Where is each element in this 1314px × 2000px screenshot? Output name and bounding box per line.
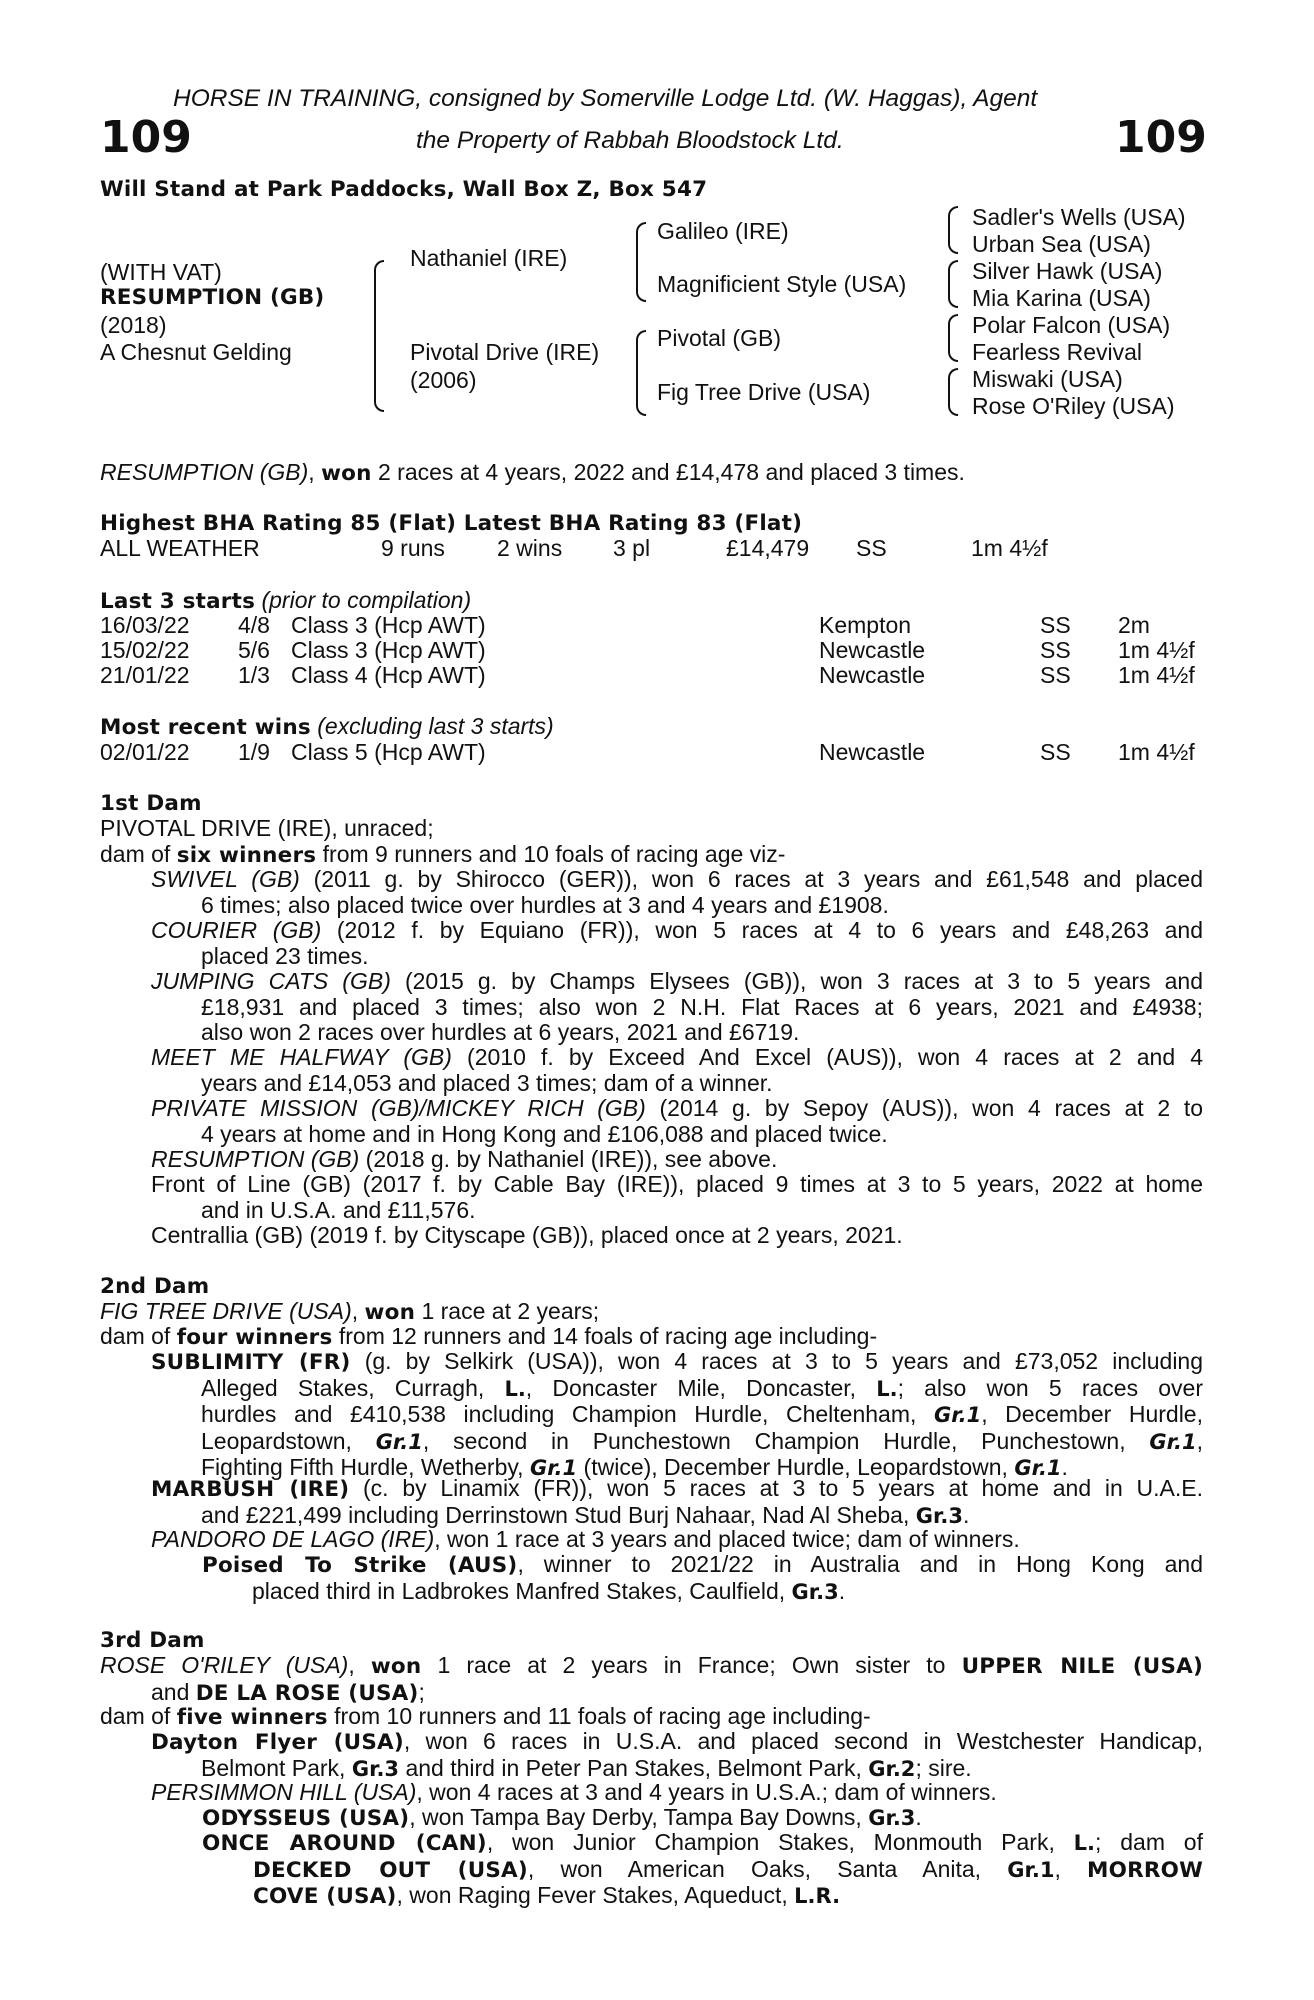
g-brace-1 — [948, 206, 958, 254]
produce-name: MEET ME HALFWAY (GB) — [151, 1044, 452, 1070]
summary-won: won — [321, 461, 372, 486]
text: Alleged Stakes, Curragh, — [201, 1374, 485, 1401]
g-brace-2 — [948, 260, 958, 308]
win-class: Class 5 (Hcp AWT) — [291, 739, 486, 765]
winners-count: six winners — [176, 843, 317, 868]
first-dam-heading: 1st Dam — [100, 791, 202, 816]
text: from 10 runners and 11 foals of racing age including- — [334, 1703, 871, 1729]
start-going: SS — [1040, 662, 1071, 688]
produce-entry — [202, 1552, 1203, 1605]
text: , won 1 race at 3 years and placed twice; dam of winners. — [434, 1526, 1020, 1552]
grade: L.R. — [794, 1884, 841, 1909]
grade: Gr.1 — [1007, 1857, 1055, 1882]
grade: L. — [1073, 1831, 1096, 1855]
start-going: SS — [1040, 637, 1071, 663]
consignor-line: HORSE IN TRAINING, consigned by Somerville Lodge Ltd. (W. Haggas), Agent — [173, 85, 1038, 112]
grade: Gr.3 — [915, 1503, 963, 1528]
text: , won Junior Champion Stakes, Monmouth Park, — [486, 1829, 1055, 1855]
gen3-2: Urban Sea (USA) — [972, 231, 1151, 257]
rating-heading: Highest BHA Rating 85 (Flat) Latest BHA Rating 83 (Flat) — [100, 511, 803, 536]
text: from 9 runners and 10 foals of racing age viz- — [322, 841, 786, 867]
rating-distance: 1m 4½f — [971, 535, 1048, 561]
sire-sire: Galileo (IRE) — [657, 218, 789, 244]
text: Front of Line (GB) (2017 f. by Cable Bay (IRE)), placed 9 times at 3 to 5 years, 2022 at home — [151, 1171, 1203, 1197]
summary-horse: RESUMPTION (GB) — [100, 459, 309, 485]
text: years and £14,053 and placed 3 times; dam of a winner. — [201, 1069, 773, 1096]
lot-number-left: 109 — [100, 112, 192, 163]
gen3-8: Rose O'Riley (USA) — [972, 393, 1175, 419]
rating-surface: ALL WEATHER — [100, 535, 260, 561]
text: 6 times; also placed twice over hurdles at 3 and 4 years and £1908. — [201, 891, 889, 918]
win-dist: 1m 4½f — [1118, 739, 1195, 765]
produce-name: Poised To Strike (AUS) — [202, 1553, 518, 1578]
last-starts-title: Last 3 starts — [100, 589, 256, 614]
text: Leopardstown, — [201, 1427, 352, 1454]
produce-entry — [151, 1349, 1203, 1482]
start-pos: 5/6 — [238, 637, 270, 663]
g-brace-4 — [948, 368, 958, 416]
recent-wins-heading — [100, 714, 554, 741]
produce-entry — [151, 1223, 1203, 1249]
g-brace-3 — [948, 314, 958, 362]
produce-name: RESUMPTION (GB) — [151, 1146, 360, 1172]
text: Belmont Park, — [201, 1754, 346, 1781]
text: from 12 runners and 14 foals of racing age including- — [338, 1323, 878, 1349]
sire: Nathaniel (IRE) — [410, 245, 568, 271]
start-dist: 1m 4½f — [1118, 637, 1195, 663]
text: , — [1196, 1427, 1204, 1454]
text: dam of — [100, 841, 171, 867]
text: ; — [418, 1678, 425, 1705]
text: , winner to 2021/22 in Australia and in Hong Kong and — [517, 1551, 1203, 1577]
win-course: Newcastle — [819, 739, 926, 765]
text: , — [351, 1298, 359, 1324]
produce-entry — [202, 1830, 1203, 1910]
text: ; also won 5 races over — [897, 1374, 1203, 1401]
grade: L. — [504, 1376, 526, 1401]
vat-label: (WITH VAT) — [100, 259, 222, 285]
grade: Gr.2 — [868, 1756, 916, 1781]
produce-name: ONCE AROUND (CAN) — [202, 1831, 487, 1856]
start-course: Newcastle — [819, 662, 926, 688]
rating-wins: 2 wins — [497, 535, 563, 561]
produce-entry — [151, 969, 1203, 1046]
gen3-3: Silver Hawk (USA) — [972, 258, 1163, 284]
text: . — [962, 1501, 970, 1528]
grade: Gr.1 — [1149, 1429, 1197, 1454]
text: 1 race at 2 years; — [421, 1298, 600, 1324]
sire-brace — [636, 222, 646, 302]
text: , second in Punchestown Champion Hurdle, Punchestown, — [422, 1427, 1126, 1454]
third-dam-line — [100, 1653, 1203, 1706]
horse-year: (2018) — [100, 312, 167, 338]
text: , — [1054, 1855, 1061, 1882]
text: , won Tampa Bay Derby, Tampa Bay Downs, — [409, 1804, 862, 1830]
rating-going: SS — [856, 535, 887, 561]
text: also won 2 races over hurdles at 6 years, 2021 and £6719. — [201, 1019, 800, 1046]
dam-dam: Fig Tree Drive (USA) — [657, 379, 871, 405]
text: Fighting Fifth Hurdle, Wetherby, — [201, 1454, 524, 1481]
stand-location: Will Stand at Park Paddocks, Wall Box Z, Box 547 — [100, 177, 708, 202]
text: (2011 g. by Shirocco (GER)), won 6 races at 3 years and £61,548 and placed — [313, 866, 1204, 892]
text: (2014 g. by Sepoy (AUS)), won 4 races at 2 to — [659, 1095, 1204, 1121]
dam-name: FIG TREE DRIVE (USA) — [100, 1298, 352, 1324]
text: (twice), December Hurdle, Leopardstown, — [583, 1454, 1008, 1481]
produce-entry — [151, 1172, 1203, 1223]
text: (2015 g. by Champs Elysees (GB)), won 3 races at 3 to 5 years and — [404, 968, 1204, 994]
grade: Gr.3 — [791, 1579, 839, 1604]
text: . — [915, 1804, 922, 1830]
grade: Gr.1 — [375, 1429, 423, 1454]
text: placed third in Ladbrokes Manfred Stakes, Caulfield, — [252, 1577, 786, 1604]
text: 4 years at home and in Hong Kong and £106,088 and placed twice. — [201, 1120, 888, 1147]
produce-entry — [202, 1805, 1203, 1832]
start-pos: 4/8 — [238, 612, 270, 638]
produce-entry — [151, 1476, 1203, 1529]
text: (2010 f. by Exceed And Excel (AUS)), won 4 races at 2 and 4 — [467, 1044, 1204, 1070]
third-dam-produce — [100, 1704, 871, 1731]
start-dist: 1m 4½f — [1118, 662, 1195, 688]
horse-name: RESUMPTION (GB) — [100, 285, 325, 310]
last-starts-note: (prior to compilation) — [261, 587, 472, 613]
sibling-name: DE LA ROSE (USA) — [195, 1680, 419, 1706]
produce-entry — [151, 1045, 1203, 1096]
gen3-1: Sadler's Wells (USA) — [972, 204, 1186, 230]
start-date: 21/01/22 — [100, 662, 190, 688]
start-class: Class 3 (Hcp AWT) — [291, 612, 486, 638]
produce-name: PRIVATE MISSION (GB)/MICKEY RICH (GB) — [151, 1095, 646, 1121]
won-label: won — [364, 1300, 416, 1325]
text: , Doncaster Mile, Doncaster, — [525, 1374, 857, 1401]
text: , December Hurdle, — [981, 1401, 1203, 1428]
rating-runs: 9 runs — [381, 535, 445, 561]
produce-name: Dayton Flyer (USA) — [151, 1730, 404, 1755]
dam: Pivotal Drive (IRE) — [410, 339, 600, 365]
text: and £221,499 including Derrinstown Stud Burj Nahaar, Nad Al Sheba, — [201, 1501, 910, 1528]
text: dam of — [100, 1323, 171, 1349]
text: ; dam of — [1095, 1829, 1203, 1855]
produce-name: SWIVEL (GB) — [151, 866, 300, 892]
grade: Gr.1 — [934, 1403, 982, 1428]
text: (g. by Selkirk (USA)), won 4 races at 3 to 5 years and £73,052 including — [364, 1348, 1204, 1374]
win-pos: 1/9 — [238, 739, 270, 765]
gen3-7: Miswaki (USA) — [972, 366, 1123, 392]
text: (2012 f. by Equiano (FR)), won 5 races at 4 to 6 years and £48,263 and — [336, 917, 1204, 943]
produce-name: MARBUSH (IRE) — [151, 1477, 350, 1502]
produce-name: ODYSSEUS (USA) — [202, 1806, 410, 1831]
produce-name: SUBLIMITY (FR) — [151, 1350, 351, 1375]
dam-year: (2006) — [410, 367, 477, 393]
produce-name: COVE (USA) — [253, 1884, 397, 1910]
produce-name: COURIER (GB) — [151, 917, 322, 943]
text: (c. by Linamix (FR)), won 5 races at 3 to 5 years at home and in U.A.E. — [363, 1475, 1203, 1501]
sibling-name: UPPER NILE (USA) — [961, 1654, 1204, 1679]
recent-wins-title: Most recent wins — [100, 715, 311, 740]
horse-description: A Chesnut Gelding — [100, 339, 292, 365]
produce-entry — [151, 1096, 1203, 1147]
grade: Gr.3 — [351, 1756, 400, 1781]
text: and — [151, 1678, 190, 1705]
produce-entry — [151, 1147, 1203, 1173]
start-date: 16/03/22 — [100, 612, 190, 638]
text: placed 23 times. — [201, 942, 369, 969]
second-dam-produce — [100, 1324, 877, 1351]
recent-wins-note: (excluding last 3 starts) — [317, 713, 554, 739]
race-summary — [100, 460, 965, 487]
gen3-6: Fearless Revival — [972, 339, 1142, 365]
won-label: won — [370, 1654, 422, 1679]
text: , won American Oaks, Santa Anita, — [527, 1855, 982, 1882]
text: , won 4 races at 3 and 4 years in U.S.A.; dam of winners. — [416, 1779, 997, 1805]
start-date: 15/02/22 — [100, 637, 190, 663]
text: , — [348, 1652, 355, 1678]
dam-name: ROSE O'RILEY (USA) — [100, 1652, 349, 1678]
start-class: Class 4 (Hcp AWT) — [291, 662, 486, 688]
start-going: SS — [1040, 612, 1071, 638]
winners-count: four winners — [176, 1325, 333, 1350]
first-dam-line: PIVOTAL DRIVE (IRE), unraced; — [100, 815, 434, 841]
winners-count: five winners — [176, 1705, 328, 1730]
text: ; sire. — [915, 1754, 972, 1781]
produce-name: MORROW — [1087, 1857, 1204, 1883]
grade: Gr.3 — [868, 1806, 916, 1830]
text: dam of — [100, 1703, 171, 1729]
text: , won 6 races in U.S.A. and placed second in Westchester Handicap, — [403, 1728, 1203, 1754]
third-dam-heading: 3rd Dam — [100, 1628, 205, 1653]
text: Centrallia (GB) (2019 f. by Cityscape (GB)), placed once at 2 years, 2021. — [151, 1222, 903, 1248]
win-date: 02/01/22 — [100, 739, 190, 765]
text: (2018 g. by Nathaniel (IRE)), see above. — [365, 1146, 778, 1172]
text: hurdles and £410,538 including Champion Hurdle, Cheltenham, — [201, 1401, 917, 1428]
grade: Gr.1 — [1014, 1456, 1062, 1481]
dam-sire: Pivotal (GB) — [657, 325, 781, 351]
second-dam-line — [100, 1299, 599, 1326]
start-pos: 1/3 — [238, 662, 270, 688]
second-dam-heading: 2nd Dam — [100, 1274, 210, 1299]
gen3-5: Polar Falcon (USA) — [972, 312, 1171, 338]
produce-entry — [151, 867, 1203, 918]
rating-placed: 3 pl — [613, 535, 651, 561]
win-going: SS — [1040, 739, 1071, 765]
grade: L. — [876, 1376, 898, 1401]
start-class: Class 3 (Hcp AWT) — [291, 637, 486, 663]
text: . — [838, 1577, 846, 1604]
dam-brace — [636, 330, 646, 416]
text: . — [1061, 1454, 1068, 1481]
start-dist: 2m — [1118, 612, 1150, 638]
text: £18,931 and placed 3 times; also won 2 N.H. Flat Races at 6 years, 2021 and £4938; — [201, 993, 1203, 1020]
produce-entry — [151, 1527, 1203, 1553]
text: , won Raging Fever Stakes, Aqueduct, — [396, 1882, 788, 1909]
pedigree-brace — [374, 260, 384, 412]
last-starts-heading — [100, 588, 471, 615]
produce-entry — [151, 1729, 1203, 1782]
gen3-4: Mia Karina (USA) — [972, 285, 1151, 311]
sire-dam: Magnificient Style (USA) — [657, 271, 907, 297]
start-course: Newcastle — [819, 637, 926, 663]
produce-name: JUMPING CATS (GB) — [151, 968, 391, 994]
summary-sep: , — [308, 459, 315, 485]
rating-prize: £14,479 — [726, 535, 810, 561]
produce-name: PANDORO DE LAGO (IRE) — [151, 1526, 435, 1552]
produce-name: PERSIMMON HILL (USA) — [151, 1779, 417, 1805]
first-dam-produce — [100, 842, 785, 869]
summary-rest: 2 races at 4 years, 2022 and £14,478 and placed 3 times. — [378, 459, 965, 485]
produce-entry — [151, 1780, 1203, 1806]
text: and in U.S.A. and £11,576. — [201, 1196, 476, 1223]
start-course: Kempton — [819, 612, 912, 638]
text: 1 race at 2 years in France; Own sister to — [437, 1652, 946, 1678]
text: and third in Peter Pan Stakes, Belmont Park, — [405, 1754, 862, 1781]
owner-line: the Property of Rabbah Bloodstock Ltd. — [416, 127, 844, 154]
produce-entry — [151, 918, 1203, 969]
produce-name: DECKED OUT (USA) — [253, 1857, 528, 1883]
lot-number-right: 109 — [1115, 112, 1207, 163]
grade: Gr.1 — [529, 1456, 578, 1481]
